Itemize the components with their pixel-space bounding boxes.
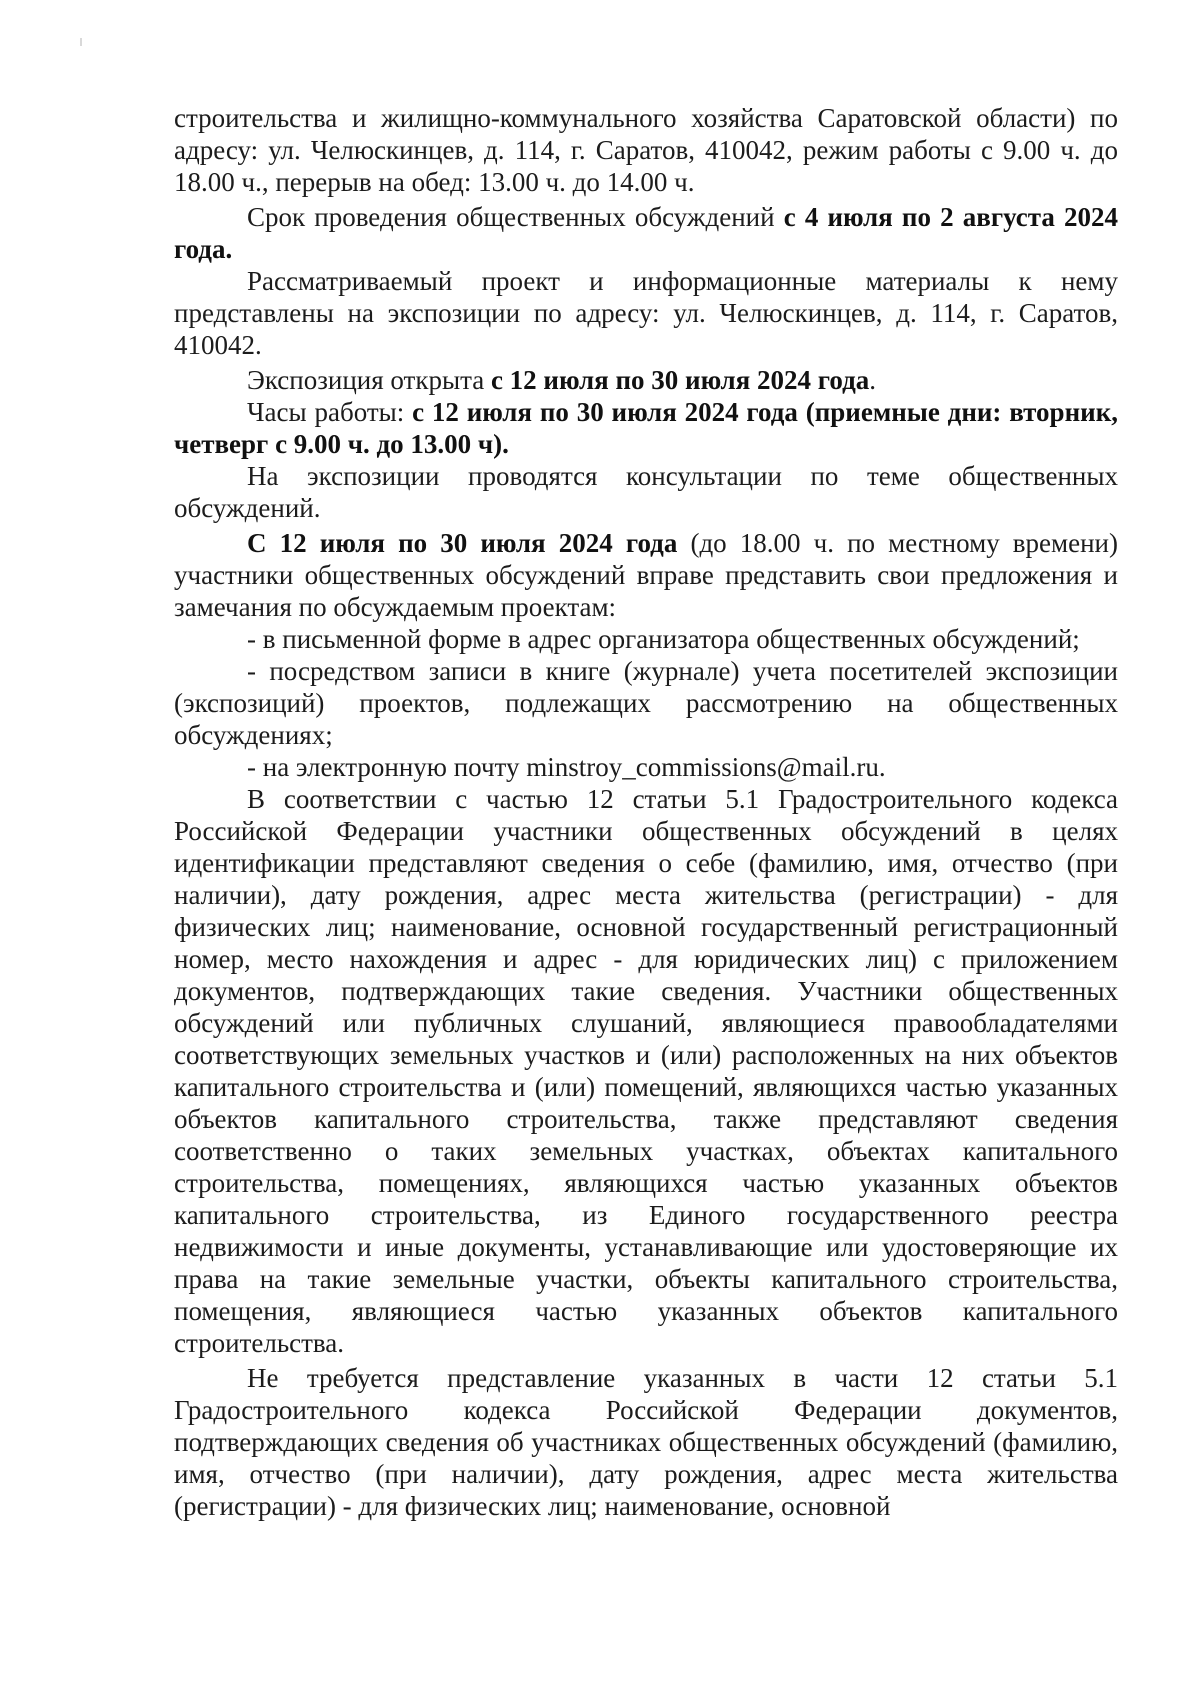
working-hours-value: с 12 июля по 30 июля 2024 года (приемные дни: вторник, четверг с 9.00 ч. до 13.00 ч). [174,397,1118,459]
paragraph-project-materials: Рассматриваемый проект и информационные материалы к нему представлены на экспозиции по адресу: ул. Челюскинцев, д. 114, г. Саратов, 410042. [174,266,1118,360]
document-body [174,102,1118,1522]
paragraph-identification: В соответствии с частью 12 статьи 5.1 Градостроительного кодекса Российской Федерации участники общественных обсуждений в целях идентификации представляют сведения о себе (фамилию, имя, отчество (при наличии), дату рождения, адрес места жительства (регистрации) - для физических лиц; наименование, основной государственный регистрационный номер, место нахождения и адрес - для юридических лиц) с приложением документов, подтверждающих такие сведения. Участники общественных обсуждений или публичных слушаний, являющиеся правообладателями соответствующих земельных участков и (или) расположенных на них объектов капитального строительства и (или) помещений, являющихся частью указанных объектов капитального строительства, также представляют сведения соответственно о таких земельных участках, объектах капитального строительства, помещениях, являющихся частью указанных объектов капитального строительства, из Единого государственного реестра недвижимости и иные документы, устанавливающие или удостоверяющие их права на такие земельные участки, объекты капитального строительства, помещения, являющиеся частью указанных объектов капитального строительства. [174,784,1118,1358]
paragraph-proposals [174,527,1118,623]
list-item-visitor-book: - посредством записи в книге (журнале) учета посетителей экспозиции (экспозиций) проектов, подлежащих рассмотрению на общественных обсуждениях; [174,656,1118,750]
discussion-period-dates: с 4 июля по 2 августа 2024 года. [174,202,1118,264]
working-hours-label: Часы работы: [247,397,413,427]
paragraph-consultations: На экспозиции проводятся консультации по теме общественных обсуждений. [174,461,1118,523]
paragraph-organizer-address: строительства и жилищно-коммунального хозяйства Саратовской области) по адресу: ул. Челюскинцев, д. 114, г. Саратов, 410042, режим работы с 9.00 ч. до 18.00 ч., перерыв на обед: 13.00 ч. до 14.00 ч. [174,103,1118,197]
exposition-open-period: . [869,365,877,395]
exposition-open-label: Экспозиция открыта [247,365,491,395]
list-item-written-form: - в письменной форме в адрес организатора общественных обсуждений; [247,624,1080,654]
proposals-dates: С 12 июля по 30 июля 2024 года [247,528,678,558]
paragraph-discussion-period [174,201,1118,265]
proposals-text: (до 18.00 ч. по местному времени) участники общественных обсуждений вправе представить свои предложения и замечания по обсуждаемым проектам: [174,528,1118,622]
paragraph-working-hours [174,396,1118,460]
scan-artifact [80,38,82,46]
exposition-open-dates: с 12 июля по 30 июля 2024 года [490,365,870,395]
paragraph-exposition-open [174,364,1118,396]
discussion-period-label: Срок проведения общественных обсуждений [247,202,784,232]
list-item-email: - на электронную почту minstroy_commissions@mail.ru. [247,752,886,782]
paragraph-documents-not-required: Не требуется представление указанных в части 12 статьи 5.1 Градостроительного кодекса Российской Федерации документов, подтверждающих сведения об участниках общественных обсуждений (фамилию, имя, отчество (при наличии), дату рождения, адрес места жительства (регистрации) - для физических лиц; наименование, основной [174,1363,1118,1521]
